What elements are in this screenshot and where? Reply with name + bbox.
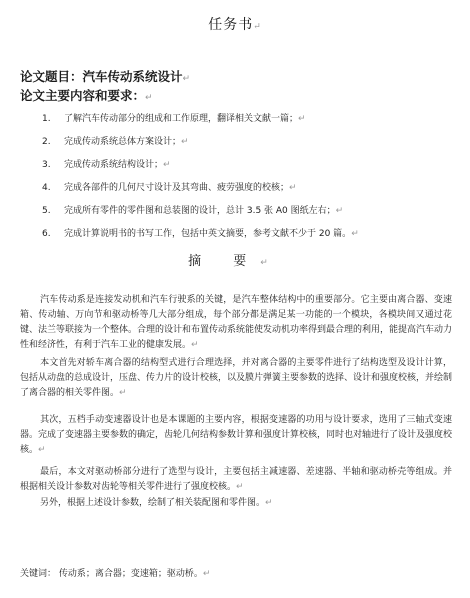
abstract-paragraph-text: 最后，本文对驱动桥部分进行了选型与设计，主要包括主减速器、差速器、半轴和驱动桥壳等组成。并根据相关设计参数对齿轮等相关零件进行了强度校核。	[20, 467, 452, 492]
list-item-number: 5.	[42, 206, 51, 216]
abstract-paragraph	[20, 293, 452, 353]
list-item	[42, 180, 297, 193]
list-item-text: 完成传动系统总体方案设计；	[64, 137, 182, 147]
keywords-text: 关键词： 传动系；离合器；变速箱；驱动桥。	[20, 569, 203, 579]
abstract-paragraph	[20, 356, 452, 401]
list-item-number: 1.	[42, 114, 51, 124]
content-heading	[20, 86, 153, 104]
abstract-paragraph-text: 本文首先对轿车离合器的结构型式进行合理选择，并对离合器的主要零件进行了结构选型及设计计算，包括从动盘的总成设计，压盘、传力片的设计校核，以及膜片弹簧主要参数的选择、设计和强度校核，并绘制了离合器的相关零件图。	[20, 358, 453, 398]
list-item	[42, 226, 359, 239]
abstract-paragraph-text: 其次，五档手动变速器设计也是本课题的主要内容，根据变速器的功用与设计要求，选用了三轴式变速器。完成了变速器主要参数的确定，齿轮几何结构参数计算和强度计算校核，同时也对轴进行了设计及强度校核。	[20, 415, 453, 455]
thesis-title-text: 论文题目：汽车传动系统设计	[20, 69, 183, 84]
list-item-number: 2.	[42, 137, 51, 147]
paragraph-mark-icon: ↵	[236, 482, 244, 492]
paragraph-mark-icon: ↵	[351, 229, 359, 239]
abstract-paragraph	[20, 465, 452, 495]
abstract-paragraph-text: 汽车传动系是连接发动机和汽车行驶系的关键，是汽车整体结构中的重要部分。它主要由离合器、变速箱、传动轴、万向节和驱动桥等几大部分组成，每个部分都是满足某一功能的一个模块，各模块间又通过花键、法兰等联接为一个整体。合理的设计和布置传动系统能使发动机功率得到最合理的利用，能提高汽车动力性和经济性，有利于汽车工业的健康发展。	[20, 295, 453, 350]
abstract-paragraph	[20, 496, 452, 511]
paragraph-mark-icon: ↵	[38, 445, 46, 455]
paragraph-mark-icon: ↵	[260, 258, 282, 268]
paragraph-mark-icon: ↵	[119, 388, 127, 398]
list-item-number: 4.	[42, 183, 51, 193]
paragraph-mark-icon: ↵	[335, 206, 344, 216]
paragraph-mark-icon: ↵	[265, 498, 273, 508]
content-heading-text: 论文主要内容和要求：	[20, 88, 146, 103]
page-title	[0, 14, 470, 34]
abstract-title-text: 摘 要	[188, 254, 261, 269]
paragraph-mark-icon: ↵	[253, 22, 262, 32]
list-item-text: 了解汽车传动部分的组成和工作原理，翻译相关文献一篇；	[64, 114, 299, 124]
paragraph-mark-icon: ↵	[182, 74, 191, 84]
list-item-number: 3.	[42, 160, 51, 170]
list-item	[42, 134, 189, 147]
keywords	[20, 566, 210, 579]
list-item-text: 完成所有零件的零件图和总装图的设计，总计 3.5 张 A0 图纸左右；	[64, 206, 336, 216]
paragraph-mark-icon: ↵	[163, 160, 171, 170]
paragraph-mark-icon: ↵	[298, 114, 306, 124]
paragraph-mark-icon: ↵	[145, 93, 153, 103]
list-item-text: 完成各部件的几何尺寸设计及其弯曲、疲劳强度的校核；	[64, 183, 290, 193]
title-text: 任务书	[208, 17, 254, 33]
list-item	[42, 111, 306, 124]
list-item	[42, 157, 171, 170]
abstract-title	[0, 250, 470, 269]
thesis-title	[20, 67, 190, 85]
paragraph-mark-icon: ↵	[191, 340, 199, 350]
paragraph-mark-icon: ↵	[289, 183, 297, 193]
list-item-text: 完成传动系统结构设计；	[64, 160, 164, 170]
list-item-text: 完成计算说明书的书写工作，包括中英文摘要，参考文献不少于 20 篇。	[64, 229, 352, 239]
abstract-paragraph	[20, 413, 452, 458]
list-item-number: 6.	[42, 229, 51, 239]
paragraph-mark-icon: ↵	[202, 569, 211, 579]
abstract-paragraph-text: 另外，根据上述设计参数，绘制了相关装配图和零件图。	[40, 498, 266, 508]
list-item	[42, 203, 343, 216]
paragraph-mark-icon: ↵	[181, 137, 189, 147]
